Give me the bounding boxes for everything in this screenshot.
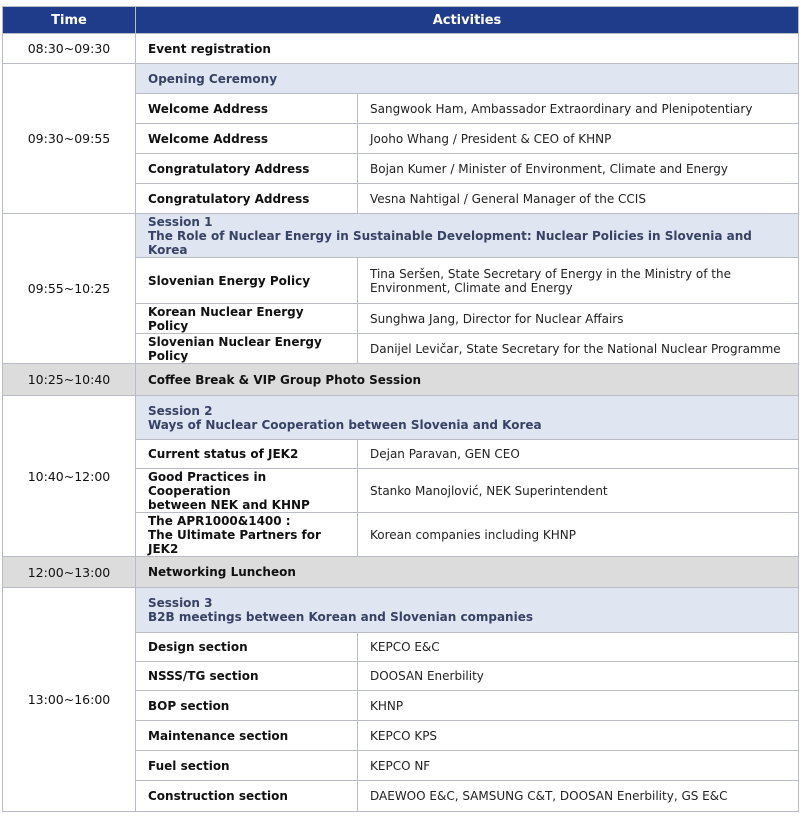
activity-cell [136,513,358,557]
session-title: The Role of Nuclear Energy in Sustainable Development: Nuclear Policies in Slovenia and Korea [148,228,752,257]
activity-cell: Maintenance section [136,721,358,751]
section-title: Opening Ceremony [136,64,799,94]
activity-cell: Slovenian Energy Policy [136,258,358,304]
activity-cell: Event registration [136,34,799,64]
speaker-cell: Jooho Whang / President & CEO of KHNP [358,124,799,154]
speaker-cell: Tina Seršen, State Secretary of Energy in the Ministry of the Environment, Climate and Energy [358,258,799,304]
time-cell: 09:30~09:55 [3,64,136,214]
activity-cell: BOP section [136,691,358,721]
session-title: Ways of Nuclear Cooperation between Slovenia and Korea [148,417,542,432]
session-header [136,588,799,633]
activity-cell: Current status of JEK2 [136,440,358,469]
table-row [3,557,799,588]
activity-cell: Slovenian Nuclear Energy Policy [136,334,358,364]
time-cell: 09:55~10:25 [3,214,136,364]
time-cell: 13:00~16:00 [3,588,136,812]
session-number: Session 3 [148,596,213,610]
activity-cell: Korean Nuclear Energy Policy [136,304,358,334]
time-cell: 12:00~13:00 [3,557,136,588]
time-cell: 08:30~09:30 [3,34,136,64]
table-header-row [3,7,799,34]
time-cell: 10:25~10:40 [3,364,136,396]
speaker-cell: Vesna Nahtigal / General Manager of the CCIS [358,184,799,214]
table-row [3,64,799,94]
session-number: Session 1 [148,214,213,229]
activity-cell: Congratulatory Address [136,184,358,214]
header-time: Time [3,7,136,34]
activity-line: The Ultimate Partners for JEK2 [148,527,321,556]
speaker-cell: DAEWOO E&C, SAMSUNG C&T, DOOSAN Enerbility, GS E&C [358,781,799,812]
session-title: B2B meetings between Korean and Slovenian companies [148,610,533,624]
session-header [136,396,799,440]
speaker-cell: KEPCO KPS [358,721,799,751]
speaker-cell: Korean companies including KHNP [358,513,799,557]
speaker-cell: KEPCO NF [358,751,799,781]
activity-cell: Welcome Address [136,124,358,154]
table-row [3,364,799,396]
activity-cell [136,469,358,513]
speaker-cell: Sangwook Ham, Ambassador Extraordinary and Plenipotentiary [358,94,799,124]
activity-line: Good Practices in Cooperation [148,469,267,498]
activity-cell: Fuel section [136,751,358,781]
speaker-cell: KHNP [358,691,799,721]
activity-cell: Networking Luncheon [136,557,799,588]
time-cell: 10:40~12:00 [3,396,136,557]
speaker-cell: Bojan Kumer / Minister of Environment, Climate and Energy [358,154,799,184]
speaker-cell: Sunghwa Jang, Director for Nuclear Affairs [358,304,799,334]
speaker-cell: DOOSAN Enerbility [358,662,799,691]
speaker-cell: Danijel Levičar, State Secretary for the National Nuclear Programme [358,334,799,364]
speaker-cell: Dejan Paravan, GEN CEO [358,440,799,469]
header-activities: Activities [136,7,799,34]
speaker-cell: KEPCO E&C [358,633,799,662]
table-row [3,588,799,633]
speaker-cell: Stanko Manojlović, NEK Superintendent [358,469,799,513]
activity-cell: Welcome Address [136,94,358,124]
activity-line: The APR1000&1400 : [148,513,291,528]
session-header [136,214,799,258]
activity-cell: Construction section [136,781,358,812]
agenda-table [2,6,799,812]
activity-cell: Congratulatory Address [136,154,358,184]
activity-line: between NEK and KHNP [148,497,310,512]
activity-cell: Design section [136,633,358,662]
table-row [3,34,799,64]
table-row [3,396,799,440]
session-number: Session 2 [148,403,213,418]
activity-cell: NSSS/TG section [136,662,358,691]
activity-cell: Coffee Break & VIP Group Photo Session [136,364,799,396]
table-row [3,214,799,258]
